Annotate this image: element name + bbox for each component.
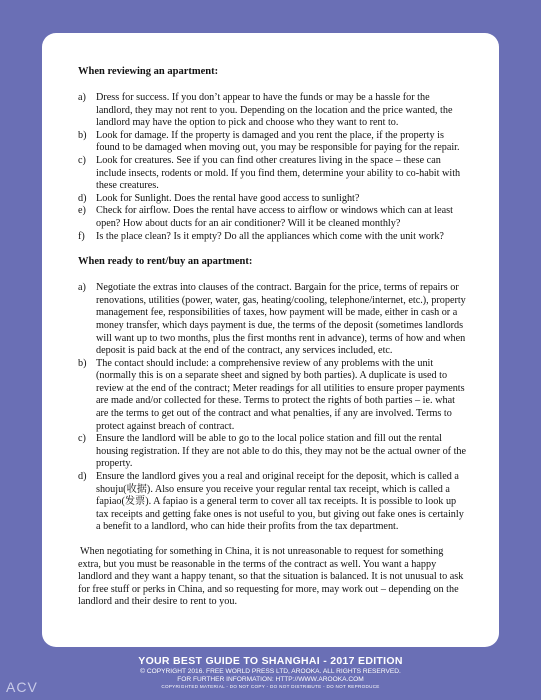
item-letter: a) <box>78 282 86 294</box>
list-item <box>78 205 467 230</box>
item-letter: c) <box>78 154 86 166</box>
closing-paragraph: When negotiating for something in China, it is not unreasonable to request for something extra, but you must be reasonable in the terms of the contract as well. You want a happy landlord and they want a happy tenant, so that the situation is balanced. It is not unusual to ask for free stuff or perks in China, and so requesting for more, may work out – depending on the landlord and their desire to rent to you. <box>78 546 464 608</box>
item-letter: e) <box>78 205 86 217</box>
item-letter: b) <box>78 357 87 369</box>
item-letter: f) <box>78 230 85 242</box>
item-text: Look for Sunlight. Does the rental have good access to sunlight? <box>96 192 360 204</box>
list-item <box>78 193 467 206</box>
item-letter: d) <box>78 192 87 204</box>
list-item <box>78 358 467 434</box>
item-text: Is the place clean? Is it empty? Do all the appliances which come with the unit work? <box>96 230 444 242</box>
list-item <box>78 130 467 155</box>
item-letter: b) <box>78 129 87 141</box>
footer-title: YOUR BEST GUIDE TO SHANGHAI - 2017 EDITION <box>138 655 403 667</box>
list-item <box>78 433 467 471</box>
item-letter: d) <box>78 471 87 483</box>
item-text: The contact should include: a comprehensive review of any problems with the unit (normally this is on a separate sheet and signed by both parties). A duplicate is used to review at the end of the contract; Meter readings for all utilities to ensure proper payments are made and/or collected for these. Terms to protect the rights of both parties – ie. what are the terms to get out of the contract and what penalties, if any are involved. Terms to protect against breach of contract. <box>96 357 465 432</box>
list-item <box>78 282 467 358</box>
document-page <box>42 33 499 647</box>
section-heading-renting: When ready to rent/buy an apartment: <box>78 256 253 268</box>
item-text: Check for airflow. Does the rental have access to airflow or windows which can at least open? How about ducts for an air conditioner? Will it be cleaned monthly? <box>96 205 453 229</box>
list-item <box>78 231 467 244</box>
list-item <box>78 92 467 130</box>
item-letter: c) <box>78 433 86 445</box>
item-text: Negotiate the extras into clauses of the contract. Bargain for the price, terms of repairs or renovations, utilities (power, water, gas, heating/cooling, telephone/internet, etc.), property management fee, responsibilities of taxes, how payment will be made, either in cash or a money transfer, which days payment is due, the terms of the deposit (sometimes landlords will want up to two months, plus the first months rent in advance), terms of how and when deposit is paid back at the end of the contract, any services included, etc. <box>96 282 466 357</box>
reviewing-list <box>78 92 467 243</box>
item-text: Ensure the landlord will be able to go to the local police station and fill out the rental housing registration. If they are not able to do this, they may not be the actual owner of the property. <box>96 433 467 470</box>
renting-list <box>78 282 467 534</box>
footer-notice: COPYRIGHTED MATERIAL - DO NOT COPY - DO NOT DISTRIBUTE - DO NOT REPRODUCE <box>161 684 380 689</box>
item-text: Dress for success. If you don’t appear to have the funds or may be a hassle for the landlord, they may not rent to you. Depending on the location and the price wanted, the landlord may have the option to pick and choose who they want to rent to. <box>96 92 453 129</box>
item-text: Ensure the landlord gives you a real and original receipt for the deposit, which is called a shouju(收据). Also ensure you receive your regular rental tax receipt, which is called a fapiao(发票). A fapiao is a general term to cover all tax receipts. It is possible to look up tax receipts and getting fake ones is not useful to you, but giving out fake ones is certainly a benefit to a landlord, who can hide their profits from the tax department. <box>96 471 464 533</box>
page-footer <box>0 655 541 690</box>
item-letter: a) <box>78 92 86 103</box>
list-item <box>78 471 467 534</box>
list-item <box>78 155 467 193</box>
section-heading-reviewing: When reviewing an apartment: <box>78 66 219 77</box>
footer-info: FOR FURTHER INFORMATION: HTTP://WWW.AROOKA.COM <box>177 676 364 683</box>
footer-copyright: © COPYRIGHT 2016. FREE WORLD PRESS LTD, AROOKA. ALL RIGHTS RESERVED. <box>140 668 401 675</box>
watermark-text: ACV <box>6 679 38 695</box>
item-text: Look for creatures. See if you can find other creatures living in the space – these can include insects, rodents or mold. If you find them, determine your ability to co-habit with these creatures. <box>96 154 461 192</box>
item-text: Look for damage. If the property is damaged and you rent the place, if the property is found to be damaged when moving out, you may be responsible for paying for the repair. <box>96 129 460 154</box>
